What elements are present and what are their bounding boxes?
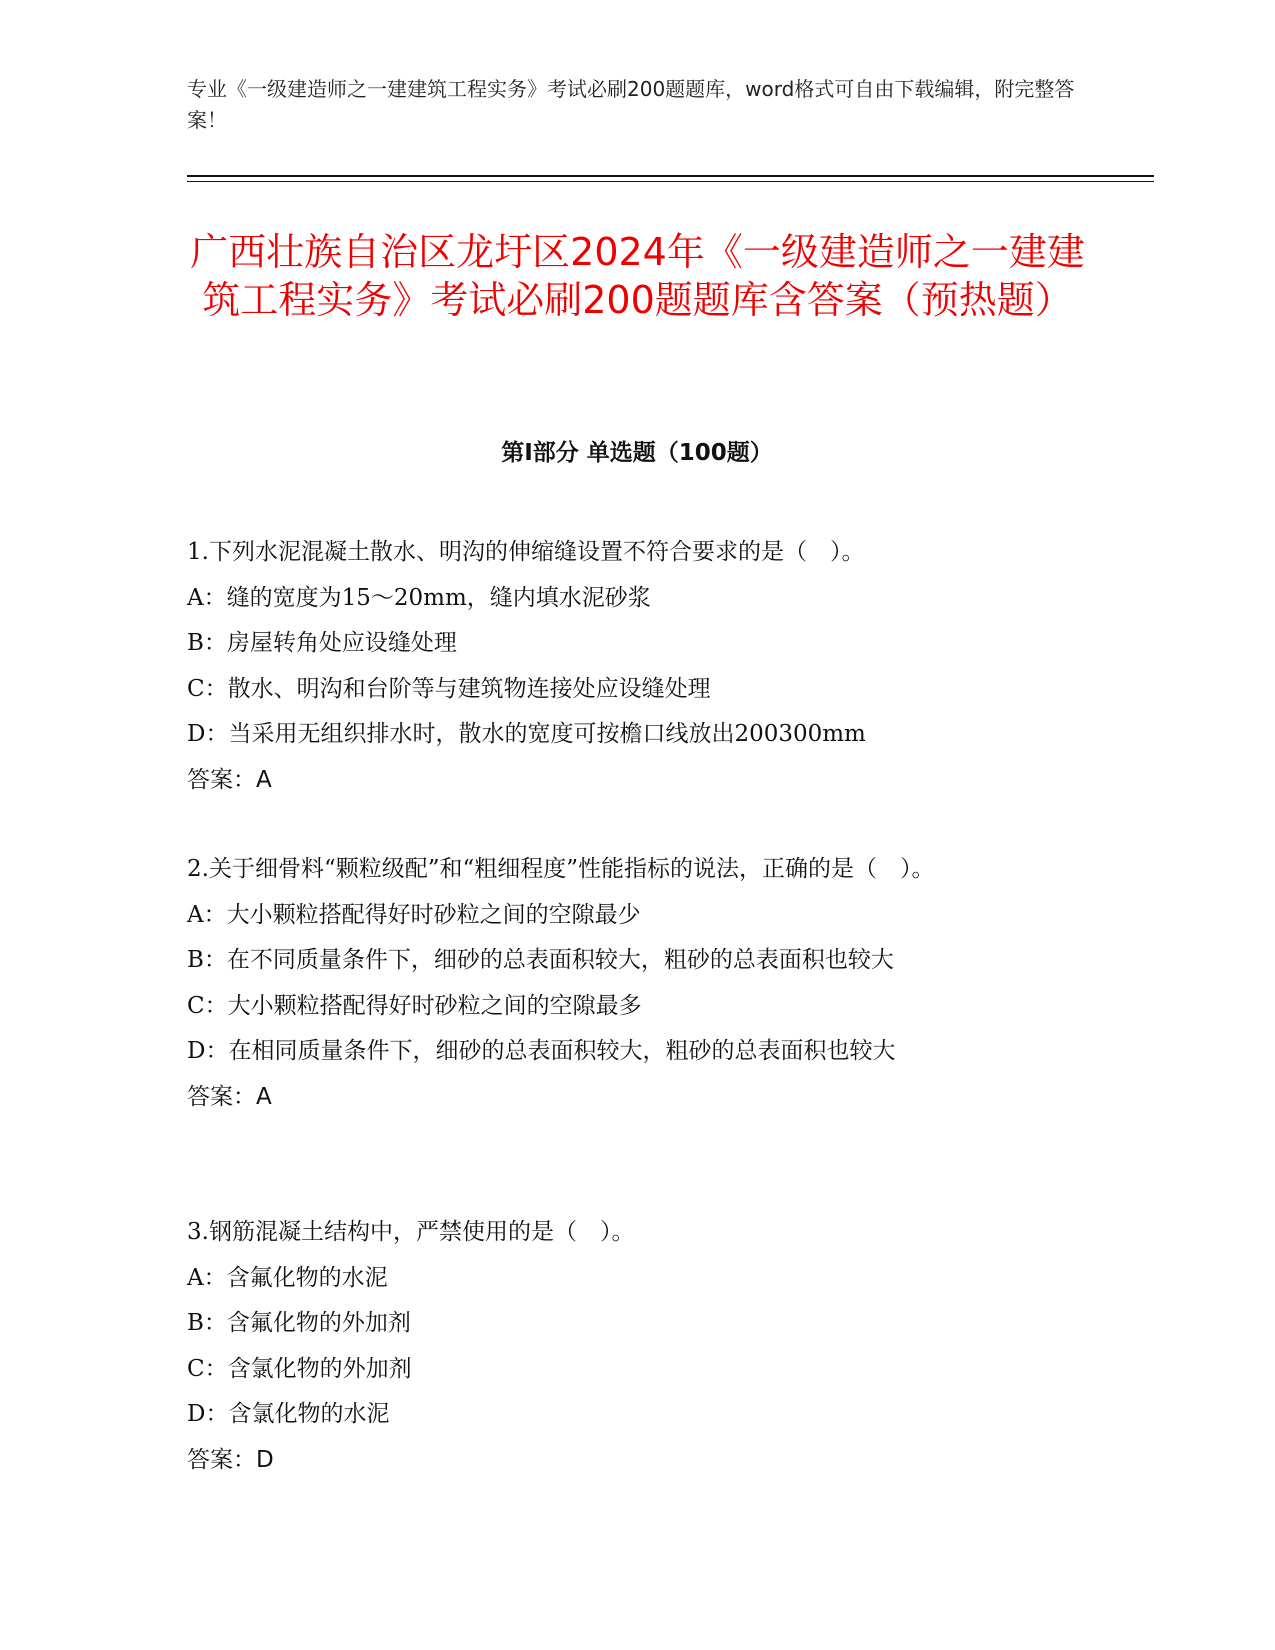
question-stem: 1.下列水泥混凝土散水、明沟的伸缩缝设置不符合要求的是（ ）。	[187, 539, 865, 565]
header-divider-thin	[187, 181, 1154, 182]
option-c: C：含氯化物的外加剂	[187, 1355, 412, 1382]
option-b: B：在不同质量条件下，细砂的总表面积较大，粗砂的总表面积也较大	[187, 947, 894, 973]
question-stem: 3.钢筋混凝土结构中，严禁使用的是（ ）。	[187, 1219, 635, 1245]
option-a: A：含氟化物的水泥	[187, 1264, 388, 1291]
answer-line: 答案：D	[187, 1446, 274, 1473]
option-c: C：大小颗粒搭配得好时砂粒之间的空隙最多	[187, 992, 642, 1019]
option-a: A：大小颗粒搭配得好时砂粒之间的空隙最少	[187, 901, 641, 928]
section-heading: 第I部分 单选题（100题）	[501, 440, 773, 466]
header-divider-thick	[187, 175, 1154, 177]
option-c: C：散水、明沟和台阶等与建筑物连接处应设缝处理	[187, 675, 711, 702]
answer-line: 答案：A	[187, 1083, 272, 1110]
option-d: D：含氯化物的水泥	[187, 1401, 390, 1427]
answer-line: 答案：A	[187, 766, 272, 793]
option-a: A：缝的宽度为15～20mm，缝内填水泥砂浆	[187, 584, 651, 611]
option-d: D：当采用无组织排水时，散水的宽度可按檐口线放出200300mm	[187, 721, 866, 747]
question-1	[187, 530, 1087, 803]
question-2	[187, 847, 1087, 1120]
header-note: 专业《一级建造师之一建建筑工程实务》考试必刷200题题库，word格式可自由下载编辑，附完整答案！	[187, 77, 1075, 132]
option-d: D：在相同质量条件下，细砂的总表面积较大，粗砂的总表面积也较大	[187, 1038, 896, 1064]
option-b: B：房屋转角处应设缝处理	[187, 630, 457, 656]
option-b: B：含氟化物的外加剂	[187, 1310, 411, 1336]
question-stem: 2.关于细骨料“颗粒级配”和“粗细程度”性能指标的说法，正确的是（ ）。	[187, 856, 935, 882]
question-3	[187, 1210, 1087, 1483]
document-title: 广西壮族自治区龙圩区2024年《一级建造师之一建建筑工程实务》考试必刷200题题库含答案（预热题）	[190, 230, 1085, 322]
